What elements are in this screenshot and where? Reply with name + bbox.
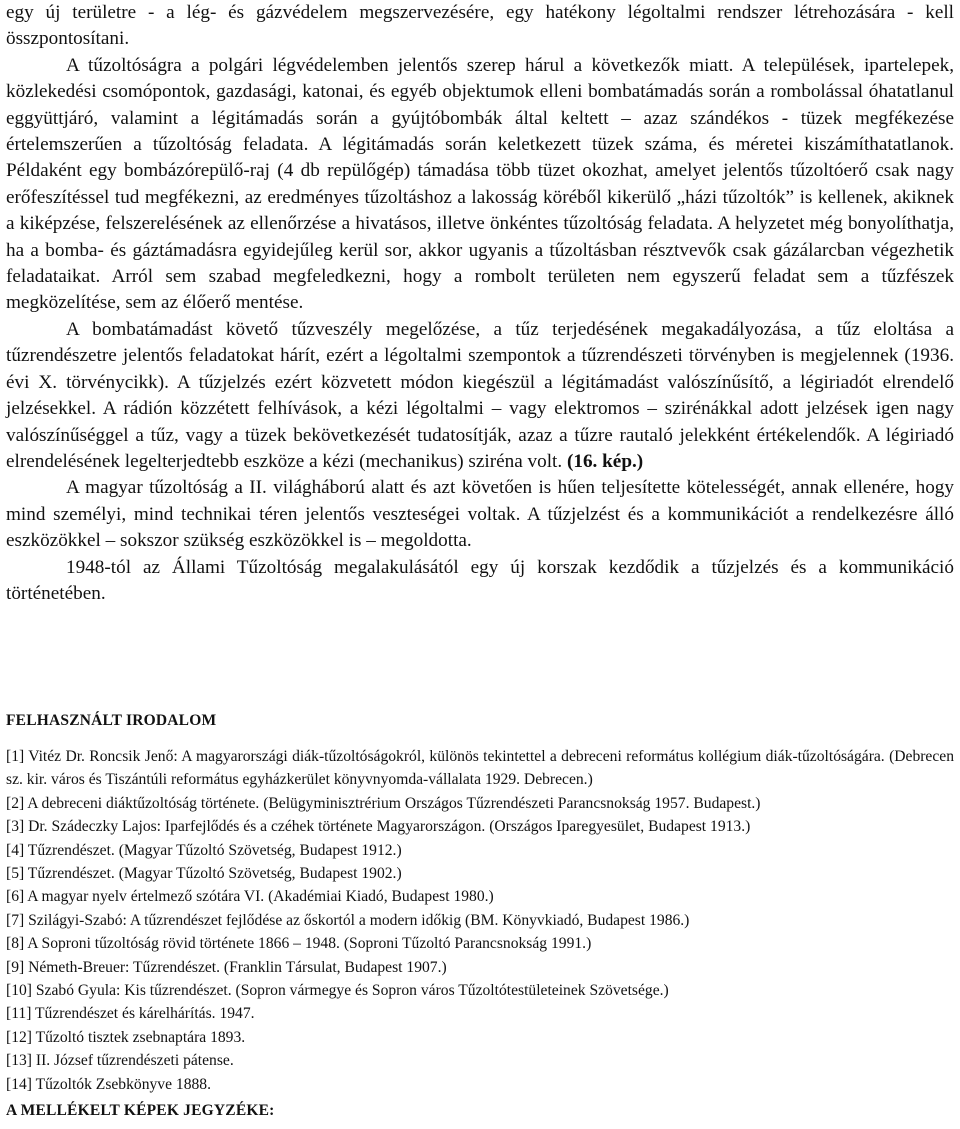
reference-item: [2] A debreceni diáktűzoltóság története. (Belügyminisztrérium Országos Tűzrendészeti Parancsnokság 1957. Budapest.) (6, 794, 761, 812)
reference-item: [9] Németh-Breuer: Tűzrendészet. (Franklin Társulat, Budapest 1907.) (6, 958, 447, 976)
paragraph-3 (6, 317, 954, 475)
reference-item: [6] A magyar nyelv értelmező szótára VI. (Akadémiai Kiadó, Budapest 1980.) (6, 888, 494, 906)
paragraph-text: egy új területre - a lég- és gázvédelem megszervezésére, egy hatékony légoltalmi rendszer létrehozására - kell összpontosítani. (6, 2, 954, 50)
reference-item: [3] Dr. Szádeczky Lajos: Iparfejlődés és a czéhek története Magyarországon. (Országos Iparegyesület, Budapest 1913.) (6, 818, 751, 836)
reference-item: [4] Tűzrendészet. (Magyar Tűzoltó Szövetség, Budapest 1912.) (6, 841, 402, 859)
reference-item: [14] Tűzoltók Zsebkönyve 1888. (6, 1075, 211, 1093)
reference-item: [1] Vitéz Dr. Roncsik Jenő: A magyarországi diák-tűzoltóságokról, különös tekintettel a debreceni református kollégium diák-tűzoltóságára. (Debrecen sz. kir. város és Tiszántúli református egyházkerület könyvnyomda-vállalata 1929. Debrecen.) (6, 748, 954, 789)
reference-item: [12] Tűzoltó tisztek zsebnaptára 1893. (6, 1028, 246, 1046)
paragraph-2 (6, 53, 954, 317)
paragraph-text: A magyar tűzoltóság a II. világháború alatt és azt követően is hűen teljesítette kötelességét, annak ellenére, hogy mind személyi, mind technikai téren jelentős veszteségei voltak. A tűzjelzést és a kommunikációt a rendelkezésre álló eszközökkel – sokszor szükség eszközökkel is – megoldotta. (6, 477, 954, 552)
references-heading: FELHASZNÁLT IRODALOM (6, 712, 217, 729)
reference-item: [10] Szabó Gyula: Kis tűzrendészet. (Sopron vármegye és Sopron város Tűzoltótestületeinek Szövetsége.) (6, 982, 669, 1000)
paragraph-1 (6, 0, 954, 53)
reference-item: [7] Szilágyi-Szabó: A tűzrendészet fejlődése az őskortól a modern időkig (BM. Könyvkiadó, Budapest 1986.) (6, 911, 690, 929)
paragraph-text: 1948-tól az Állami Tűzoltóság megalakulásától egy új korszak kezdődik a tűzjelzés és a kommunikáció történetében. (6, 556, 954, 604)
paragraph-4 (6, 475, 954, 554)
images-heading: A MELLÉKELT KÉPEK JEGYZÉKE: (6, 1102, 275, 1119)
reference-item: [5] Tűzrendészet. (Magyar Tűzoltó Szövetség, Budapest 1902.) (6, 865, 402, 883)
body-text (6, 0, 954, 607)
figure-reference: (16. kép.) (566, 450, 644, 472)
reference-item: [8] A Soproni tűzoltóság rövid története 1866 – 1948. (Soproni Tűzoltó Parancsnokság 1991.) (6, 935, 592, 953)
paragraph-text: A bombatámadást követő tűzveszély megelőzése, a tűz terjedésének megakadályozása, a tűz eloltása a tűzrendészetre jelentős feladatokat hárít, ezért a légoltalmi szempontok a tűzrendészeti törvényben is megjelennek (1936. évi X. törvénycikk). A tűzjelzés ezért közvetett módon kiegészül a légitámadást valószínűsítő, a légiriadót elrendelő jelzésekkel. A rádión közzétett felhívások, a kézi légoltalmi – vagy elektromos – szirénákkal adott jelzések igen nagy valószínűséggel a tűz, vagy a tüzek bekövetkezését tudatosítják, azaz a tűzre rautaló jelekként értékelendők. A légiriadó elrendelésének legelterjedtebb eszköze a kézi (mechanikus) sziréna volt. (6, 318, 954, 472)
reference-item: [13] II. József tűzrendészeti pátense. (6, 1052, 234, 1070)
reference-item: [11] Tűzrendészet és kárelhárítás. 1947. (6, 1005, 255, 1023)
paragraph-text: A tűzoltóságra a polgári légvédelemben jelentős szerep hárul a következők miatt. A települések, ipartelepek, közlekedési csomópontok, gazdasági, katonai, és egyéb objektumok elleni bombatámadás során a rombolással óhatatlanul eggyüttjáró, valamint a légitámadás során a gyújtóbombák által keltett – azaz szándékos - tüzek megfékezése értelemszerűen a tűzoltóság feladata. A légitámadás során keletkezett tüzek száma, és méretei kiszámíthatatlanok. Példaként egy bombázórepülő-raj (4 db repülőgép) támadása több tüzet okozhat, amelyet jelentős tűzoltóerő csak nagy erőfeszítéssel tud megfékezni, az eredményes tűzoltáshoz a lakosság köréből kikerülő „házi tűzoltók” is kellenek, akiknek a kiképzése, felszerelésének az ellenőrzése a hivatásos, illetve önkéntes tűzoltóság feladata. A helyzetet még bonyolíthatja, ha a bomba- és gáztámadásra egyidejűleg kerül sor, akkor ugyanis a tűzoltásban résztvevők csak gázálarcban végezhetik feladataikat. Arról sem szabad megfeledkezni, hogy a rombolt területen nem egyszerű feladat sem a tűzfészek megközelítése, sem az élőerő mentése. (6, 54, 954, 314)
paragraph-5 (6, 555, 954, 608)
references-list (6, 745, 954, 1096)
